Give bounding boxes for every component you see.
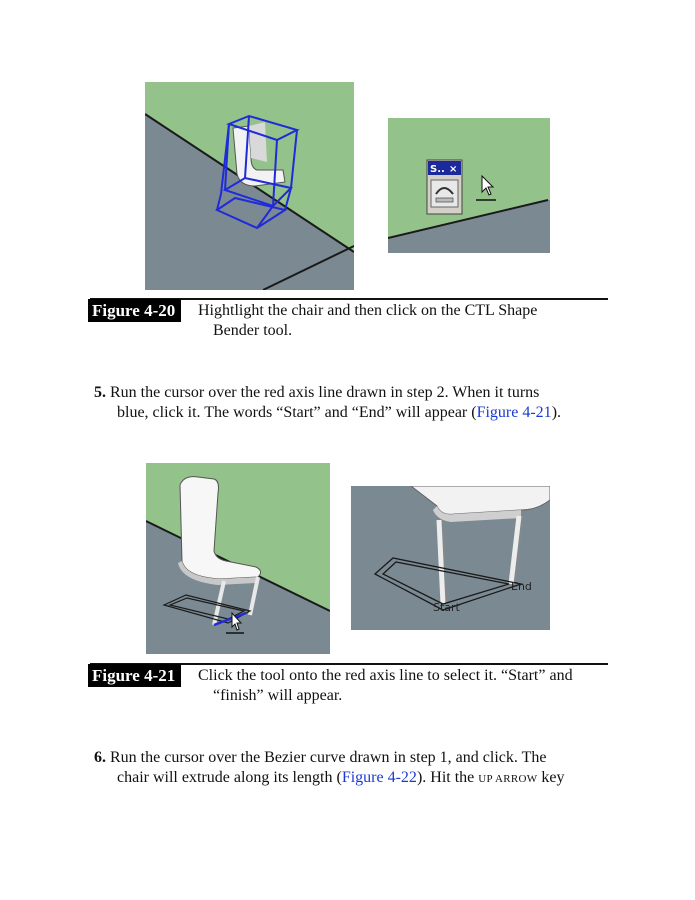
- step-6-line2-mid: ). Hit the: [416, 769, 479, 786]
- step-6-line2: [94, 768, 614, 789]
- figure-4-20-chair-selected-image: [145, 82, 354, 290]
- figure-4-21-caption-line2: “finish” will appear.: [213, 687, 343, 704]
- figure-4-20-shape-bender-toolbar-image: [388, 118, 550, 253]
- step-5-line1: [94, 383, 614, 403]
- shape-bender-tool-button[interactable]: [431, 180, 458, 207]
- step-5-line2-text: blue, click it. The words “Start” and “End” will appear (: [117, 404, 477, 421]
- up-arrow-key-label: UP ARROW: [478, 773, 538, 785]
- step-6-line2-text: chair will extrude along its length (: [117, 769, 342, 786]
- step-5-line2-end: ).: [551, 404, 562, 421]
- start-label: Start: [433, 601, 460, 614]
- step-6-line2-end: key: [537, 769, 565, 786]
- figure-4-21-caption-line1: Click the tool onto the red axis line to select it. “Start” and: [198, 667, 573, 684]
- figure-4-21-label: Figure 4-21: [88, 664, 181, 687]
- figure-4-21-start-end-image: [351, 486, 550, 630]
- figure-4-22-link[interactable]: Figure 4-22: [341, 769, 417, 786]
- figure-4-21-link[interactable]: Figure 4-21: [476, 404, 552, 421]
- step-5-paragraph: [94, 383, 614, 423]
- figure-4-21-chair-image: [146, 463, 330, 654]
- step-6-line1-text: Run the cursor over the Bezier curve drawn in step 1, and click. The: [110, 749, 547, 766]
- step-6-paragraph: [94, 748, 614, 789]
- figure-4-20-label: Figure 4-20: [88, 299, 181, 322]
- end-label: End: [511, 580, 532, 593]
- figure-4-20-caption-line2: Bender tool.: [213, 322, 293, 339]
- close-icon[interactable]: ×: [449, 164, 458, 175]
- step-6-line1: [94, 748, 614, 768]
- shape-bender-dialog-title: S..: [430, 164, 445, 175]
- step-5-line2: [94, 403, 614, 423]
- step-5-number: 5.: [94, 384, 106, 401]
- figure-4-20-caption-line1: Hightlight the chair and then click on the CTL Shape: [198, 302, 538, 319]
- step-5-line1-text: Run the cursor over the red axis line drawn in step 2. When it turns: [110, 384, 540, 401]
- step-6-number: 6.: [94, 749, 106, 766]
